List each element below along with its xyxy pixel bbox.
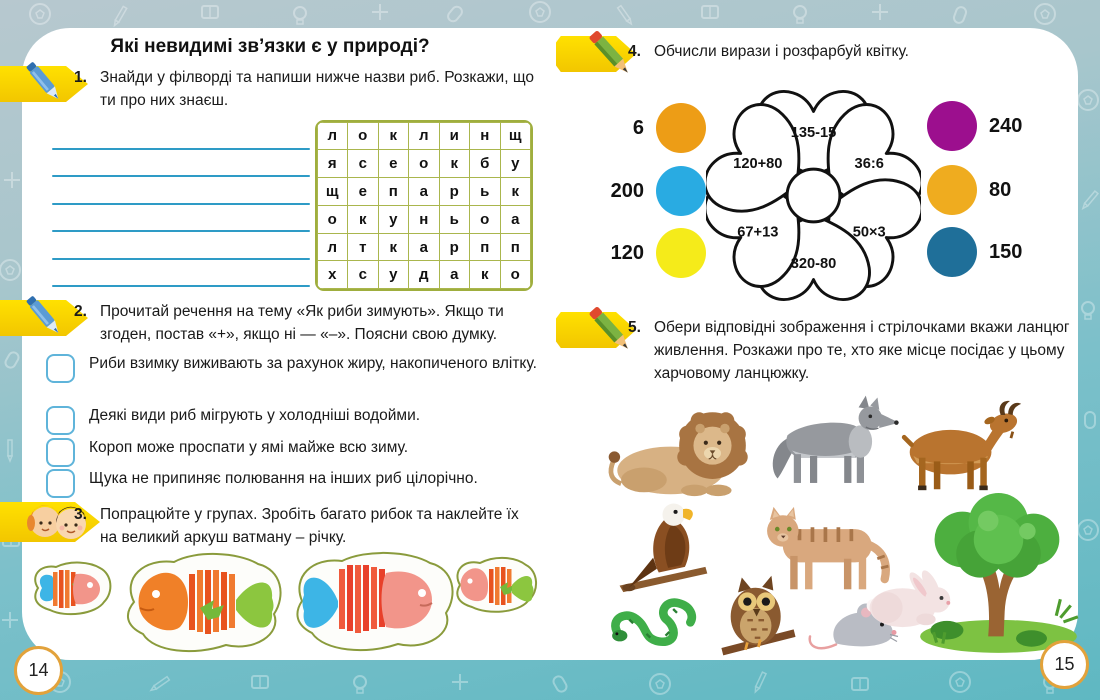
answer-lines [52,138,310,290]
answer-line[interactable] [52,230,310,232]
exercise1-text: Знайди у філворді та напиши нижче назви риб. Розкажи, що ти про них знаєш. [100,69,535,109]
filword-cell[interactable]: щ [500,122,532,151]
filword-cell[interactable]: л [408,122,440,151]
filword-cell[interactable]: с [347,149,379,178]
filword-cell[interactable]: у [500,149,532,178]
filword-cell[interactable]: а [500,205,532,234]
filword-cell[interactable]: и [439,122,471,151]
rabbit-image[interactable] [856,562,958,632]
exercise4-number: 4. [628,43,641,60]
snake-image[interactable] [606,588,706,650]
exercise2-number: 2. [74,303,87,320]
exercise2-text: Прочитай речення на тему «Як риби зимують». Якщо ти згоден, постав «+», якщо ні — «–». Поясни свою думку. [100,303,504,343]
statement-row [46,467,541,498]
filword-cell[interactable]: у [378,260,410,289]
legend-color-circle [927,165,977,215]
exercise4-text: Обчисли вирази і розфарбуй квітку. [654,43,909,60]
legend-value: 6 [632,116,644,139]
paper-fish-photo-small-1 [26,558,114,620]
exercise3-number: 3. [74,506,87,523]
exercise2 [74,300,540,346]
filword-cell[interactable]: н [469,122,501,151]
filword-grid [315,120,533,291]
filword-cell[interactable]: р [439,177,471,206]
filword-cell[interactable]: т [347,233,379,262]
filword-cell[interactable]: к [347,205,379,234]
petal-expression: 120+80 [733,156,783,173]
petal-expression: 36:6 [854,156,884,173]
filword-cell[interactable]: п [500,233,532,262]
filword-cell[interactable]: е [347,177,379,206]
filword-cell[interactable]: я [317,149,349,178]
filword-cell[interactable]: ь [439,205,471,234]
filword-cell[interactable]: к [469,260,501,289]
legend-item [602,103,706,153]
statement-text: Короп може проспати у ямі майже всю зиму. [89,439,409,456]
paper-fish-photo-large-2 [286,545,458,655]
filword-cell[interactable]: р [439,233,471,262]
lion-image[interactable] [600,398,765,498]
answer-line[interactable] [52,258,310,260]
exercise5-text: Обери відповідні зображення і стрілочками вкажи ланцюг живлення. Розкажи про те, хто яке місце посідає у цьому харчовому ланцюжку. [654,319,1070,382]
legend-value: 150 [989,240,1023,263]
page-number-right: 15 [1040,640,1089,689]
filword-cell[interactable]: а [439,260,471,289]
filword-cell[interactable]: ь [469,177,501,206]
filword-cell[interactable]: б [469,149,501,178]
filword-cell[interactable]: л [317,233,349,262]
legend-item [927,101,1022,151]
legend-value: 80 [989,178,1012,201]
statement-checkbox[interactable] [46,406,75,435]
goat-image[interactable] [893,398,1023,496]
answer-line[interactable] [52,148,310,150]
legend-item [602,166,706,216]
legend-color-circle [656,228,706,278]
answer-line[interactable] [52,203,310,205]
flower-center[interactable] [787,169,840,222]
page-title: Які невидимі зв’язки є у природі? [110,36,430,57]
legend-color-circle [927,227,977,277]
legend-value: 200 [610,179,644,202]
filword-cell[interactable]: к [439,149,471,178]
filword-cell[interactable]: п [469,233,501,262]
pen-icon [18,52,72,114]
filword-cell[interactable]: у [378,205,410,234]
filword-cell[interactable]: о [500,260,532,289]
legend-value: 240 [989,114,1023,137]
owl-image[interactable] [712,572,804,660]
filword-cell[interactable]: а [408,177,440,206]
paper-fish-photo-large-1 [116,548,284,656]
filword-cell[interactable]: щ [317,177,349,206]
statement-row [46,436,541,467]
statement-checkbox[interactable] [46,354,75,383]
filword-cell[interactable]: л [317,122,349,151]
legend-item [927,165,1011,215]
legend-item [602,228,706,278]
legend-color-circle [927,101,977,151]
filword-cell[interactable]: а [408,233,440,262]
wolf-image[interactable] [765,392,900,492]
statement-row [46,352,541,383]
legend-color-circle [656,166,706,216]
filword-cell[interactable]: к [378,122,410,151]
eagle-image[interactable] [612,496,727,594]
filword-cell[interactable]: с [347,260,379,289]
petal-expression: 135-15 [790,124,837,141]
legend-item [927,227,1022,277]
filword-cell[interactable]: н [408,205,440,234]
exercise5-number: 5. [628,319,641,336]
filword-cell[interactable]: о [317,205,349,234]
exercise3-text: Попрацюйте у групах. Зробіть багато рибок та наклейте їх на великий аркуш ватману – річку. [100,506,519,546]
answer-line[interactable] [52,175,310,177]
statement-text: Деякі види риб мігрують у холодніші водойми. [89,407,421,424]
petal-expression: 320-80 [790,255,837,272]
filword-cell[interactable]: к [378,233,410,262]
statement-text: Риби взимку виживають за рахунок жиру, накопиченого влітку. [89,355,537,372]
exercise4 [628,40,1076,63]
filword-cell[interactable]: к [500,177,532,206]
exercise5 [628,316,1076,385]
legend-color-circle [656,103,706,153]
paper-fish-photo-small-2 [448,553,540,617]
flower-coloring-diagram [706,88,921,303]
filword-cell[interactable]: п [378,177,410,206]
exercise1-number: 1. [74,69,87,86]
exercise1 [74,66,540,112]
filword-cell[interactable]: о [469,205,501,234]
filword-cell[interactable]: х [317,260,349,289]
filword-cell[interactable]: о [408,149,440,178]
page-number-left: 14 [14,646,63,695]
statement-text: Щука не припиняє полювання на інших риб цілорічно. [89,470,478,487]
filword-cell[interactable]: д [408,260,440,289]
filword-cell[interactable]: е [378,149,410,178]
pen-icon [18,286,72,348]
exercise3 [74,503,540,549]
statement-checkbox[interactable] [46,438,75,467]
legend-value: 120 [610,241,644,264]
petal-expression: 67+13 [737,224,779,241]
answer-line[interactable] [52,285,310,287]
filword-cell[interactable]: о [347,122,379,151]
statement-row [46,404,541,435]
petal-expression: 50×3 [852,224,886,241]
